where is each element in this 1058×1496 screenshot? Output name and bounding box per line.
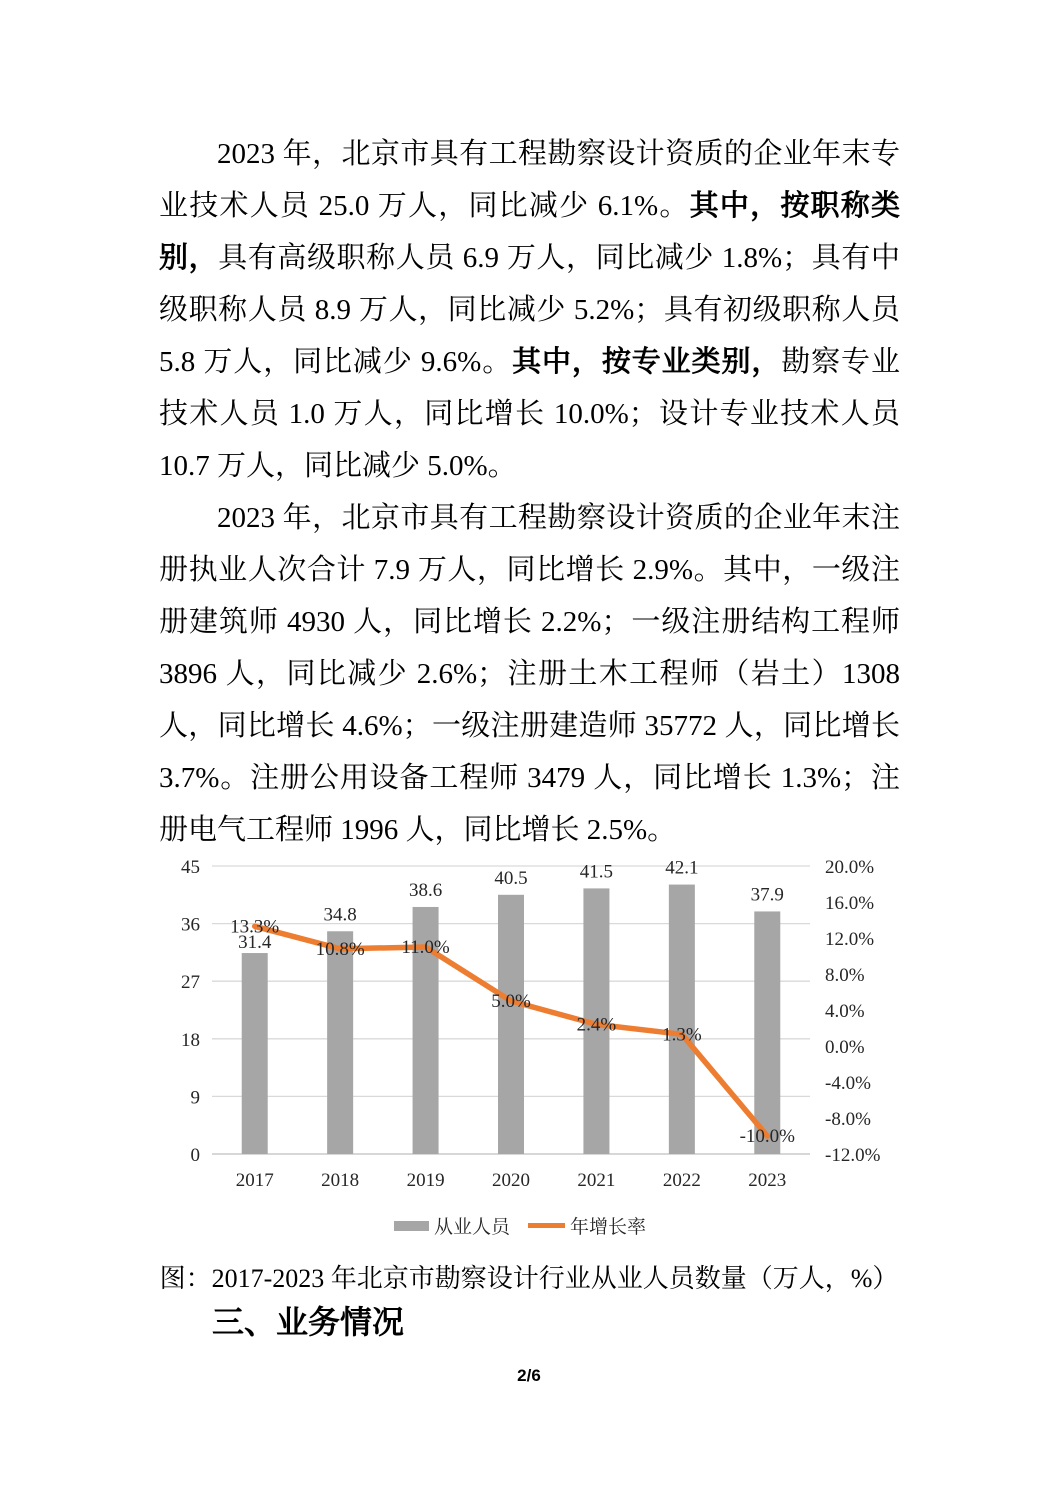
chart-legend xyxy=(150,1212,890,1239)
right-axis-tick: 4.0% xyxy=(825,1001,865,1022)
bar-line-chart xyxy=(150,848,890,1200)
employment-chart xyxy=(0,848,1058,1308)
paragraph xyxy=(159,128,900,492)
line-value-label: 5.0% xyxy=(491,991,531,1012)
bar xyxy=(498,895,524,1154)
left-axis-tick: 45 xyxy=(181,857,200,878)
right-axis-tick: 0.0% xyxy=(825,1037,865,1058)
bold-run: 其中，按专业类别， xyxy=(512,346,782,378)
bar xyxy=(327,931,353,1154)
text-run: 2023 年，北京市具有工程勘察设计资质的企业年末注册执业人次合计 7.9 万人，同比增长 2.9%。其中，一级注册建筑师 4930 人，同比增长 2.2%；一级注册结构工程师 3896 人，同比减少 2.6%；注册土木工程师（岩土）1308 人，同比增长 4.6%；一级注册建造师 35772 人，同比增长 3.7%。注册公用设备工程师 3479 人，同比增长 1.3%；注册电气工程师 1996 人，同比增长 2.5%。 xyxy=(159,502,900,846)
line-value-label: 2.4% xyxy=(576,1014,617,1036)
bar xyxy=(242,953,268,1154)
right-axis-tick: 20.0% xyxy=(825,857,875,878)
legend-item-bar xyxy=(394,1212,510,1239)
page-number: 2/6 xyxy=(517,1366,541,1385)
line-value-label: 13.3% xyxy=(230,916,280,938)
bar-value-label: 41.5 xyxy=(579,861,614,883)
bar-swatch-icon xyxy=(394,1221,429,1231)
bar-value-label: 37.9 xyxy=(750,884,784,906)
text-run: 具有高级职称人员 6.9 万人，同比减少 1.8%；具有中级职称人员 8.9 万人，同比减少 5.2%；具有初级职称人员 5.8 万人，同比减少 9.6%。 xyxy=(159,242,900,378)
bar-value-label: 31.4 xyxy=(238,932,272,954)
bold-run: 其中，按职称类别， xyxy=(159,190,900,274)
x-axis-label: 2021 xyxy=(577,1170,616,1191)
right-axis-tick: -12.0% xyxy=(825,1145,881,1166)
section-heading: 三、业务情况 xyxy=(212,1304,405,1340)
line-value-label: 11.0% xyxy=(401,937,450,958)
bar xyxy=(669,885,695,1154)
x-axis-label: 2020 xyxy=(492,1170,530,1191)
line-swatch-icon xyxy=(528,1223,565,1228)
bar-value-label: 34.8 xyxy=(323,904,357,926)
left-axis-tick: 27 xyxy=(181,972,200,994)
right-axis-tick: 12.0% xyxy=(825,929,875,950)
bar xyxy=(754,911,780,1154)
line-value-label: 10.8% xyxy=(315,938,365,960)
right-axis-tick: -8.0% xyxy=(825,1109,871,1130)
bar-value-label: 40.5 xyxy=(494,867,528,889)
line-value-label: -10.0% xyxy=(739,1126,795,1147)
line-value-label: 1.3% xyxy=(662,1024,702,1046)
text-run: 勘察专业技术人员 1.0 万人，同比增长 10.0%；设计专业技术人员 10.7 万人，同比减少 5.0%。 xyxy=(159,346,900,482)
right-axis-tick: 16.0% xyxy=(825,893,875,914)
left-axis-tick: 9 xyxy=(190,1087,200,1109)
bar-value-label: 38.6 xyxy=(408,879,443,901)
legend-item-line xyxy=(528,1212,646,1239)
paragraph xyxy=(159,492,900,856)
right-axis-tick: 8.0% xyxy=(825,965,865,986)
left-axis-tick: 0 xyxy=(190,1145,200,1166)
bar-value-label: 42.1 xyxy=(665,857,699,879)
text-run: 2023 年，北京市具有工程勘察设计资质的企业年末专业技术人员 25.0 万人，同比减少 6.1%。 xyxy=(159,138,900,222)
x-axis-label: 2019 xyxy=(406,1170,445,1191)
x-axis-label: 2022 xyxy=(662,1170,701,1191)
x-axis-label: 2017 xyxy=(235,1170,274,1191)
x-axis-label: 2018 xyxy=(321,1170,360,1191)
left-axis-tick: 36 xyxy=(181,914,200,936)
chart-caption: 图：2017-2023 年北京市勘察设计行业从业人员数量（万人，%） xyxy=(159,1264,899,1293)
legend-label: 从业人员 xyxy=(433,1217,510,1238)
left-axis-tick: 18 xyxy=(181,1029,200,1051)
x-axis-label: 2023 xyxy=(748,1170,787,1191)
right-axis-tick: -4.0% xyxy=(825,1073,871,1094)
legend-label: 年增长率 xyxy=(570,1217,647,1238)
body-paragraphs xyxy=(159,128,900,856)
